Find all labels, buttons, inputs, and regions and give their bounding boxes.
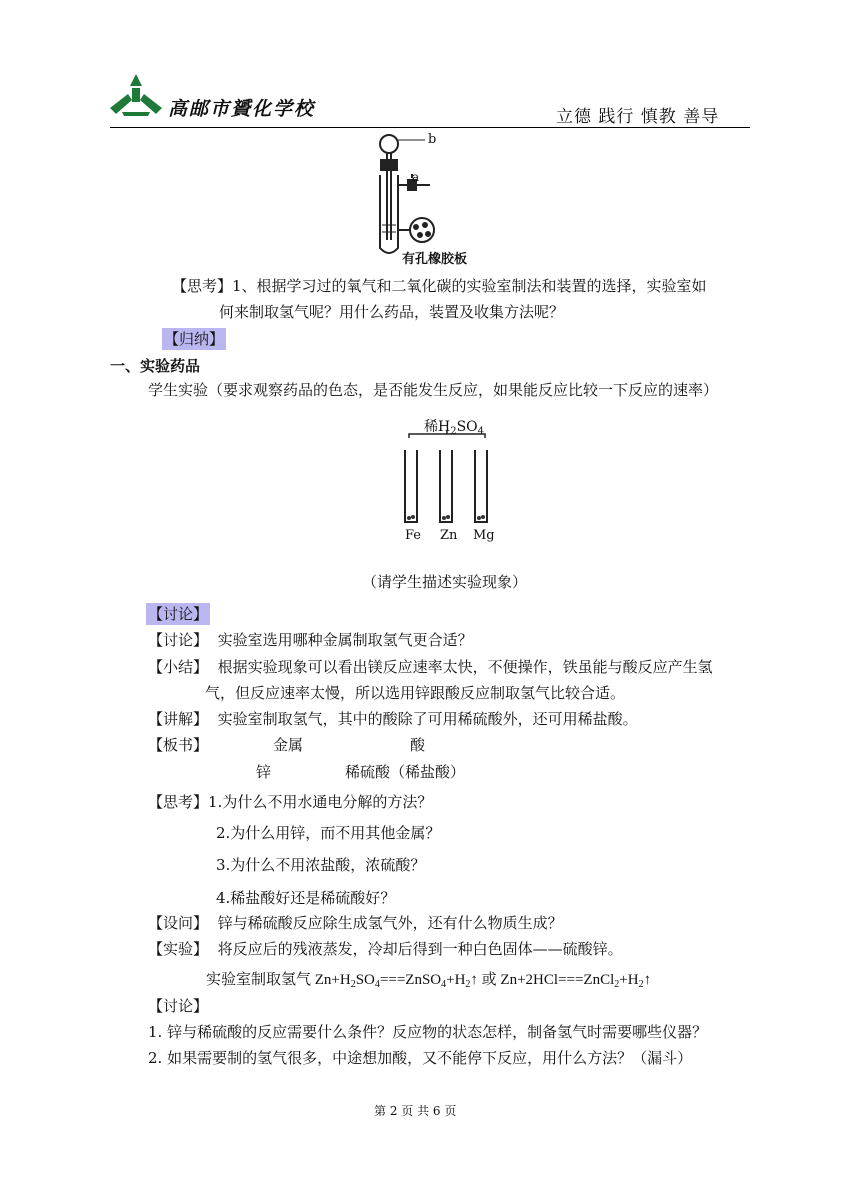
apparatus-figure <box>370 130 490 265</box>
discuss-text: 实验室选用哪种金属制取氢气更合适？ <box>217 631 473 649</box>
exp-text: 将反应后的残液蒸发，冷却后得到一种白色固体——硫酸锌。 <box>217 940 623 958</box>
think2-q1: 1.为什么不用水通电分解的方法？ <box>208 793 433 811</box>
conclude-tag: 【小结】 <box>148 658 209 676</box>
discuss-tag-highlight: 【讨论】 <box>148 605 209 623</box>
header-rule <box>110 127 750 128</box>
think1-line1 <box>172 276 707 296</box>
tube-label-mg: Mg <box>473 528 495 543</box>
exp-line <box>148 939 623 959</box>
ask-line <box>148 913 563 933</box>
section1-title: 一、实验药品 <box>110 357 201 375</box>
ask-tag: 【设问】 <box>148 914 209 932</box>
test-tubes-figure <box>395 430 505 530</box>
apparatus-plate-label: 有孔橡胶板 <box>402 252 468 267</box>
school-logo <box>108 72 164 118</box>
conclude-text2: 气，但反应速率太慢，所以选用锌跟酸反应制取氢气比较合适。 <box>205 684 626 702</box>
conclude-text1: 根据实验现象可以看出镁反应速率太快，不便操作，铁虽能与酸反应产生氢 <box>217 658 713 676</box>
explain-tag: 【讲解】 <box>148 710 209 728</box>
board-metal: 金属 <box>273 736 304 754</box>
exp-tag: 【实验】 <box>148 940 209 958</box>
discuss2-q1: 1. 锌与稀硫酸的反应需要什么条件？反应物的状态怎样，制备氢气时需要哪些仪器？ <box>148 1023 708 1041</box>
discuss2-q2: 2. 如果需要制的氢气很多，中途想加酸，又不能停下反应，用什么方法？（漏斗） <box>148 1049 693 1067</box>
think2-q2: 2.为什么用锌，而不用其他金属？ <box>216 824 441 842</box>
tube-label-zn: Zn <box>440 528 458 543</box>
student-exp-text: 学生实验（要求观察药品的色态，是否能发生反应，如果能反应比较一下反应的速率） <box>148 381 719 399</box>
explain-text: 实验室制取氢气，其中的酸除了可用稀硫酸外，还可用稀盐酸。 <box>217 710 638 728</box>
discuss2-tag: 【讨论】 <box>148 997 209 1015</box>
reaction-equation: 实验室制取氢气 $Zn+H_2SO_4===ZnSO_4+H_2↑$ 或 $Zn+2HCl===ZnCl_2+H_2↑$ <box>206 972 652 990</box>
think2-line <box>148 792 432 812</box>
board-acids: 稀硫酸（稀盐酸） <box>345 763 466 781</box>
think1-text1: 1、根据学习过的氧气和二氧化碳的实验室制法和装置的选择，实验室如 <box>232 277 707 295</box>
think2-q4: 4.稀盐酸好还是稀硫酸好？ <box>216 889 396 907</box>
school-motto: 立德 践行 慎教 善导 <box>556 107 720 127</box>
tube-label-fe: Fe <box>405 528 422 543</box>
summary-tag: 【归纳】 <box>164 330 225 348</box>
discuss-tag: 【讨论】 <box>148 631 209 649</box>
board-acid: 酸 <box>410 736 426 754</box>
board-zinc: 锌 <box>256 763 272 781</box>
acid-label: 稀$H_2SO_4$ <box>424 419 485 437</box>
discuss-line <box>148 630 473 650</box>
think1-tag: 【思考】 <box>172 277 233 295</box>
page-number: 第 2 页 共 6 页 <box>374 1104 457 1118</box>
school-name: 高邮市贇化学校 <box>168 98 316 120</box>
board-tag: 【板书】 <box>148 736 209 754</box>
explain-line <box>148 709 638 729</box>
think1-line2: 何来制取氢气呢？用什么药品，装置及收集方法呢？ <box>219 303 565 321</box>
ask-text: 锌与稀硫酸反应除生成氢气外，还有什么物质生成？ <box>217 914 563 932</box>
describe-note: （请学生描述实验现象） <box>362 573 528 591</box>
apparatus-label-a: a <box>412 170 420 184</box>
apparatus-label-b: b <box>428 132 437 147</box>
conclude-line <box>148 657 713 677</box>
think2-q3: 3.为什么不用浓盐酸，浓硫酸？ <box>216 856 426 874</box>
think2-tag: 【思考】 <box>148 793 209 811</box>
